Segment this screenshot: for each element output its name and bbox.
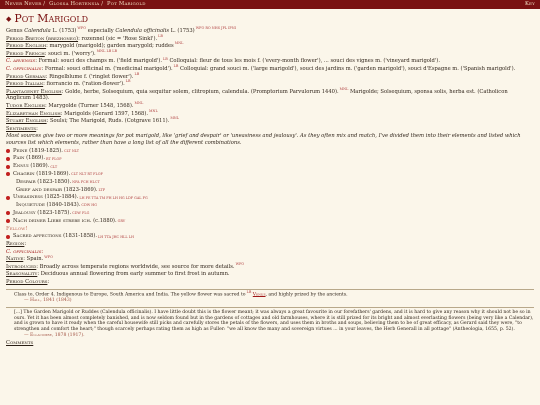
source-ref[interactable]: MNL — [174, 41, 184, 46]
name-label: Plantagenet English — [6, 88, 62, 95]
venus-link[interactable]: Venus — [252, 292, 266, 298]
source-ref[interactable]: WFO — [77, 26, 87, 31]
sentiment-item: Inquietude (1840-1843). CDW HG — [16, 202, 97, 209]
quote-attribution: — Ellacombe, 1878 (1917). — [24, 332, 85, 338]
sentiment-dates: (1831-1858). — [63, 233, 97, 240]
sentiment-item: Pain (1869). RT FLOP — [6, 155, 534, 162]
sentiment-name: Despair — [16, 178, 36, 185]
name-text: : marygold (marigold); garden marygold; ruddes — [46, 43, 174, 50]
name-label: Period English — [6, 43, 47, 50]
period-name-row — [6, 66, 534, 73]
name-text: : Marigolds (Gerard 1597, 1568). — [60, 110, 149, 117]
source-ref[interactable]: MNL — [339, 87, 349, 92]
breadcrumb — [5, 1, 148, 8]
sentiment-name: Grief and despair — [16, 186, 62, 193]
sentiment-dot-icon — [6, 196, 10, 200]
top-bar — [0, 0, 540, 9]
sentiments-intro: Most sources give two or more meanings for pot marigold, like 'grief and despair' or 'uneasiness and jealousy'. As they often mix and match, I've divided them into their elements and listed which sources list which elements, rather than have a long list of all the different combinations. — [6, 133, 521, 146]
divider — [6, 289, 534, 290]
sentiment-item: Chagrin (1819-1869). CLT NLT RT FLOP — [6, 171, 534, 178]
breadcrumb-never-never[interactable]: Never Never — [5, 1, 42, 8]
sentiment-item: Despair (1823-1850). NFA FCH HLCT — [16, 178, 100, 185]
sentiment-name: Uneasiness — [13, 194, 43, 201]
source-ref[interactable]: LB — [134, 71, 140, 76]
sentiment-dot-icon — [6, 235, 10, 239]
source-ref[interactable]: LB — [125, 79, 131, 84]
sentiment-name: Ennui — [13, 163, 29, 170]
sentiment-item: Nach deiner Liebe strebe ich. (c.1880). GRV — [6, 218, 534, 225]
sentiment-dates: (c.1880). — [93, 217, 117, 224]
source-ref[interactable]: MNL — [149, 108, 158, 113]
sentiment-item: Ennui (1869). CLT — [6, 163, 534, 170]
sentiment-item: Jealousy (1823-1875). CDW FLG — [6, 210, 534, 217]
native-line: Native: Spain.$^{WFO}$ — [6, 254, 53, 263]
seasonality-line: Seasonality: Deciduous annual flowering from early summer to first frost in autumn. — [6, 271, 230, 278]
name-text: : Marygolde (Turner 1548, 1568). — [44, 102, 134, 109]
sentiments-heading: Sentiments — [6, 125, 37, 132]
sentiment-dates: (1823-1875). — [37, 209, 72, 216]
colours-note: Class to, Order 4. Indigenous to Europe, South America and India. The yellow flower was sacred $to^{LB}$ Venus, and highly prized by the ancients. — Hall, 1841 (1843) — [14, 289, 348, 303]
period-name-row — [6, 51, 534, 58]
sentiment-dot-icon — [6, 211, 10, 215]
name-extra: Colloquial: fleur de tous les mois f. ('every-month flower'), ... souci des vignes m. ('vineyard marigold'). — [169, 58, 440, 65]
key-link[interactable]: Key — [524, 1, 535, 8]
period-name-row — [6, 71, 534, 84]
period-name-row — [6, 43, 534, 50]
comments-heading: Comments — [6, 339, 34, 346]
name-label: Period French — [6, 50, 45, 57]
source-ref[interactable]: LB — [173, 64, 179, 69]
sentiment-dates: (1819-1869). — [36, 171, 71, 178]
source-ref[interactable]: LB — [158, 33, 163, 38]
name-extra: Marigolde; Solsequium, sponsa solis, herba est. (Catholicon Anglicum 1483). — [6, 88, 508, 102]
breadcrumb-glossa-hortensia[interactable]: Glossa Hortensia — [49, 1, 100, 8]
sentiment-dates: (1869). — [30, 163, 50, 170]
sentiment-name: Jealousy — [13, 209, 36, 216]
period-name-row — [6, 58, 534, 65]
name-label: Elizabethan English — [6, 110, 61, 117]
sentiment-name: Fellow! — [6, 225, 28, 232]
source-ref[interactable]: MNL — [170, 116, 180, 121]
species-name: Calendula officinalis — [115, 28, 170, 34]
sentiment-dates: (1823-1850). — [37, 178, 72, 185]
name-text: : Formal: souci officinal m. ('medicinal marigold'). — [41, 65, 173, 72]
sentiment-dates: (1840-1843). — [46, 202, 81, 209]
sentiment-item — [6, 226, 534, 233]
sentiment-name: Peine — [13, 147, 28, 154]
name-label: C. officinalis — [6, 65, 42, 72]
name-label: Period German — [6, 73, 46, 80]
source-ref[interactable]: MNL — [134, 101, 144, 106]
name-text: : Golde, herbe, Solsequium, quia sequitur solem, clitropium, calendula. (Promptorium Parvulorum 1440). — [61, 88, 339, 95]
diamond-icon: ◆ — [6, 15, 12, 23]
sentiment-item: Grief and despair (1823-1869). LTF — [16, 186, 106, 193]
period-name-row — [6, 81, 534, 88]
sentiment-dates: (1825-1884). — [44, 194, 79, 201]
sentiment-name: Sacred affections — [13, 233, 62, 240]
period-name-row — [6, 108, 534, 121]
sentiment-dates: (1823-1869). — [63, 186, 98, 193]
sentiment-item: Peine (1819-1825). CLT NLT — [6, 148, 534, 155]
genus-name: Calendula — [24, 28, 51, 34]
name-label: Period Breton (brezhoneg) — [6, 35, 79, 42]
sentiment-dot-icon — [6, 219, 10, 223]
sentiment-name: Chagrin — [13, 171, 35, 178]
period-name-row — [6, 103, 534, 110]
name-text: : souci m. ('worry'). — [44, 50, 96, 57]
colours-heading: Period Colours — [6, 279, 48, 286]
region-subhead: C. officinalis: — [6, 248, 44, 255]
source-ref[interactable]: MNL LB LB — [96, 49, 118, 54]
name-text: : rozennel (sic = 'Rose Sinkl'). — [78, 35, 158, 42]
sentiment-dot-icon — [6, 172, 10, 176]
genus-line: Genus Calendula L. $(1753)^{WFO}$ especially Calendula officinalis L. $(1753)^{WFO RO NHS JPL IPNI}$ — [6, 26, 237, 34]
sentiment-dot-icon — [6, 165, 10, 169]
page-title: ◆ Pot Marigold — [6, 12, 89, 25]
ellacombe-quote: [...] The Garden Marigold or Ruddes (Calendula officinalis). I have little doubt this is the flower meant; it was always a great favourite in our forefathers' gardens, and it is hard to give any reason why it should not be so in ours. Yet it has been almost completely banished, and is now seldom found but in the gardens of cottages and old farmhouses, where it is still prized for its bright and almost everlasting flowers (being very like a Calendar), and is grown to have it ready when the careful housewife still picks and carefully stores the petals of the flowers, and uses them in broths and soups, believing them to be of great efficacy, as Gerard said they were, "to strengthen and comfort the heart;" though scarcely perhaps rating them as high as Fuller: "we all know the many and sovereign virtues ... in your leaves, the Herb Generall in all pottage" (Antheologia, 1655, p. 52). — Ellacombe, 1878 (1917). — [14, 309, 534, 338]
breadcrumb-current: Pot Marigold — [107, 1, 146, 8]
sentiment-name: Nach deiner Liebe strebe ich. — [13, 217, 92, 224]
sentiment-dates: (1819-1825). — [29, 147, 63, 154]
breadcrumb-separator: / — [101, 1, 104, 8]
source-ref[interactable]: LB — [163, 56, 168, 61]
name-text: : Soulsi; The Marigold, Ruds. (Cotgrave 1611). — [46, 118, 170, 125]
entry-content: ◆ Pot Marigold Genus Calendula L. $(1753)^{WFO}$ especially Calendula officinalis L. $(1753)^{WFO RO NHS JPL IPNI}$ Period Breton (brezhoneg): rozennel (sic = 'Rose Sinkl').$^{LB}$ Period English: marygold (marigold); garden marygold; ruddes$^{MNL}$ Period French: souci m. ('worry').$^{MNL LB LB}$ C. arvensis: Formal: souci des champs m. ('field marigold').$^{LB}$ Colloquial: fleur de tous les mois f. ('every-month flower'), ... souci des vignes m. ('vineyard marigold'). C. officinalis: Formal: souci officinal m. ('medicinal marigold').$^{LB}$ Colloquial: grand souci m. ('large marigold'), souci des jardins m. ('garden marigold'), souci d'Espagne m. ('Spanish marigold'). Period German: Ringelblume f. ('ringlet flower').$^{LB}$ Period Italian: fiorrancio m. ('ration-flower').$^{LB}$ Plantagenet English: Golde, herbe, Solsequium, quia sequitur solem, clitropium, calendula. (Promptorium Parvulorum 1440).$^{MNL}$ Marigolde; Solsequium, sponsa solis, herba est. (Catholicon Anglicum 1483). Tudor English: Marygolde (Turner 1548, 1568).$^{MNL}$ Elizabethan English: Marigolds (Gerard 1597, 1568).$^{MNL}$ Stuart English: Soulsi; The Marigold, Ruds. (Cotgrave 1611).$^{MNL}$ Sentiments: Most sources give two or more meanings for pot marigold, like 'grief and despair' or 'uneasiness and jealousy'. As they often mix and match, I've divided them into their elements and listed which sources list which elements, rather than have a long list of all the different combinations. Peine (1819-1825). CLT NLT Pain (1869). RT FLOP Ennui (1869). CLT Chagrin (1819-1869). CLT NLT RT FLOP Despair (1823-1850). NFA FCH HLCT Grief and despair (1823-1869). LTF Uneasiness (1825-1884). LH FE TTA TM FH LH HG LDF GAL FG Inquietude (1840-1843). CDW HG Jealousy (1823-1875). CDW FLG Nach deiner Liebe strebe ich. (c.1880). GRV Fellow! Sacred affections (1831-1858). LH TTA JHC HLL LH Region: C. officinalis: Native: Spain.$^{WFO}$ Introduced: Broadly across temperate regions worldwide, see source for more details.$^{WFO}$ Seasonality: Deciduous annual flowering from early summer to first frost in autumn. Period Colours: Class to, Order 4. Indigenous to Europe, South America and India. The yellow flower was sacred $to^{LB}$ Venus, and highly prized by the ancients. — Hall, 1841 (1843) [...] The Garden Marigold or Ruddes (Calendula officinalis). I have little doubt this is the flower meant; it was always a great favourite in our forefathers' gardens, and it is hard to give any reason why it should not be so in ours. Yet it has been almost completely banished, and is now seldom found but in the gardens of cottages and old farmhouses, where it is still prized for its bright and almost everlasting flowers (being very like a Calendar), and is grown to have it ready when the careful housewife still picks and carefully stores the petals of the flowers, and uses them in broths and soups, believing them to be of great efficacy, as Gerard said they were, "to strengthen and comfort the heart;" though scarcely perhaps rating them as high as Fuller: "we all know the many and sovereign virtues ... in your leaves, the Herb Generall in all pottage" (Antheologia, 1655, p. 52). — Ellacombe, 1878 (1917). Comments — [6, 12, 534, 346]
sentiment-name: Pain — [13, 155, 25, 162]
name-extra: Colloquial: grand souci m. ('large marigold'), souci des jardins m. ('garden marigold'), souci d'Espagne m. ('Spanish marigold'). — [180, 65, 516, 72]
period-names-list — [6, 33, 534, 125]
name-text: : Formal: souci des champs m. ('field marigold'). — [35, 58, 163, 65]
period-name-row — [6, 89, 534, 102]
source-ref[interactable]: WFO RO NHS JPL IPNI — [195, 26, 237, 31]
sentiment-dot-icon — [6, 157, 10, 161]
region-heading: Region — [6, 241, 25, 248]
sentiment-dates: (1869). — [26, 155, 46, 162]
name-text: : Ringelblume f. ('ringlet flower'). — [45, 73, 134, 80]
sentiment-item: Sacred affections (1831-1858). LH TTA JHC HLL LH — [6, 233, 534, 240]
name-label: Stuart English — [6, 118, 47, 125]
name-label: Period Italian — [6, 81, 44, 88]
name-label: Tudor English — [6, 102, 45, 109]
sentiments-list — [6, 148, 534, 240]
sentiment-name: Inquietude — [16, 202, 45, 209]
name-text: : fiorrancio m. ('ration-flower'). — [43, 81, 125, 88]
colours-attribution: — Hall, 1841 (1843) — [24, 297, 72, 303]
period-name-row — [6, 118, 534, 125]
sentiment-dot-icon — [6, 149, 10, 153]
divider — [6, 307, 534, 308]
sentiment-item: Uneasiness (1825-1884). LH FE TTA TM FH LH HG LDF GAL FG — [6, 194, 534, 201]
breadcrumb-separator: / — [43, 1, 46, 8]
name-label: C. arvensis — [6, 58, 36, 65]
introduced-line: Introduced: Broadly across temperate regions worldwide, see source for more details.$^{WFO}$ — [6, 262, 245, 270]
